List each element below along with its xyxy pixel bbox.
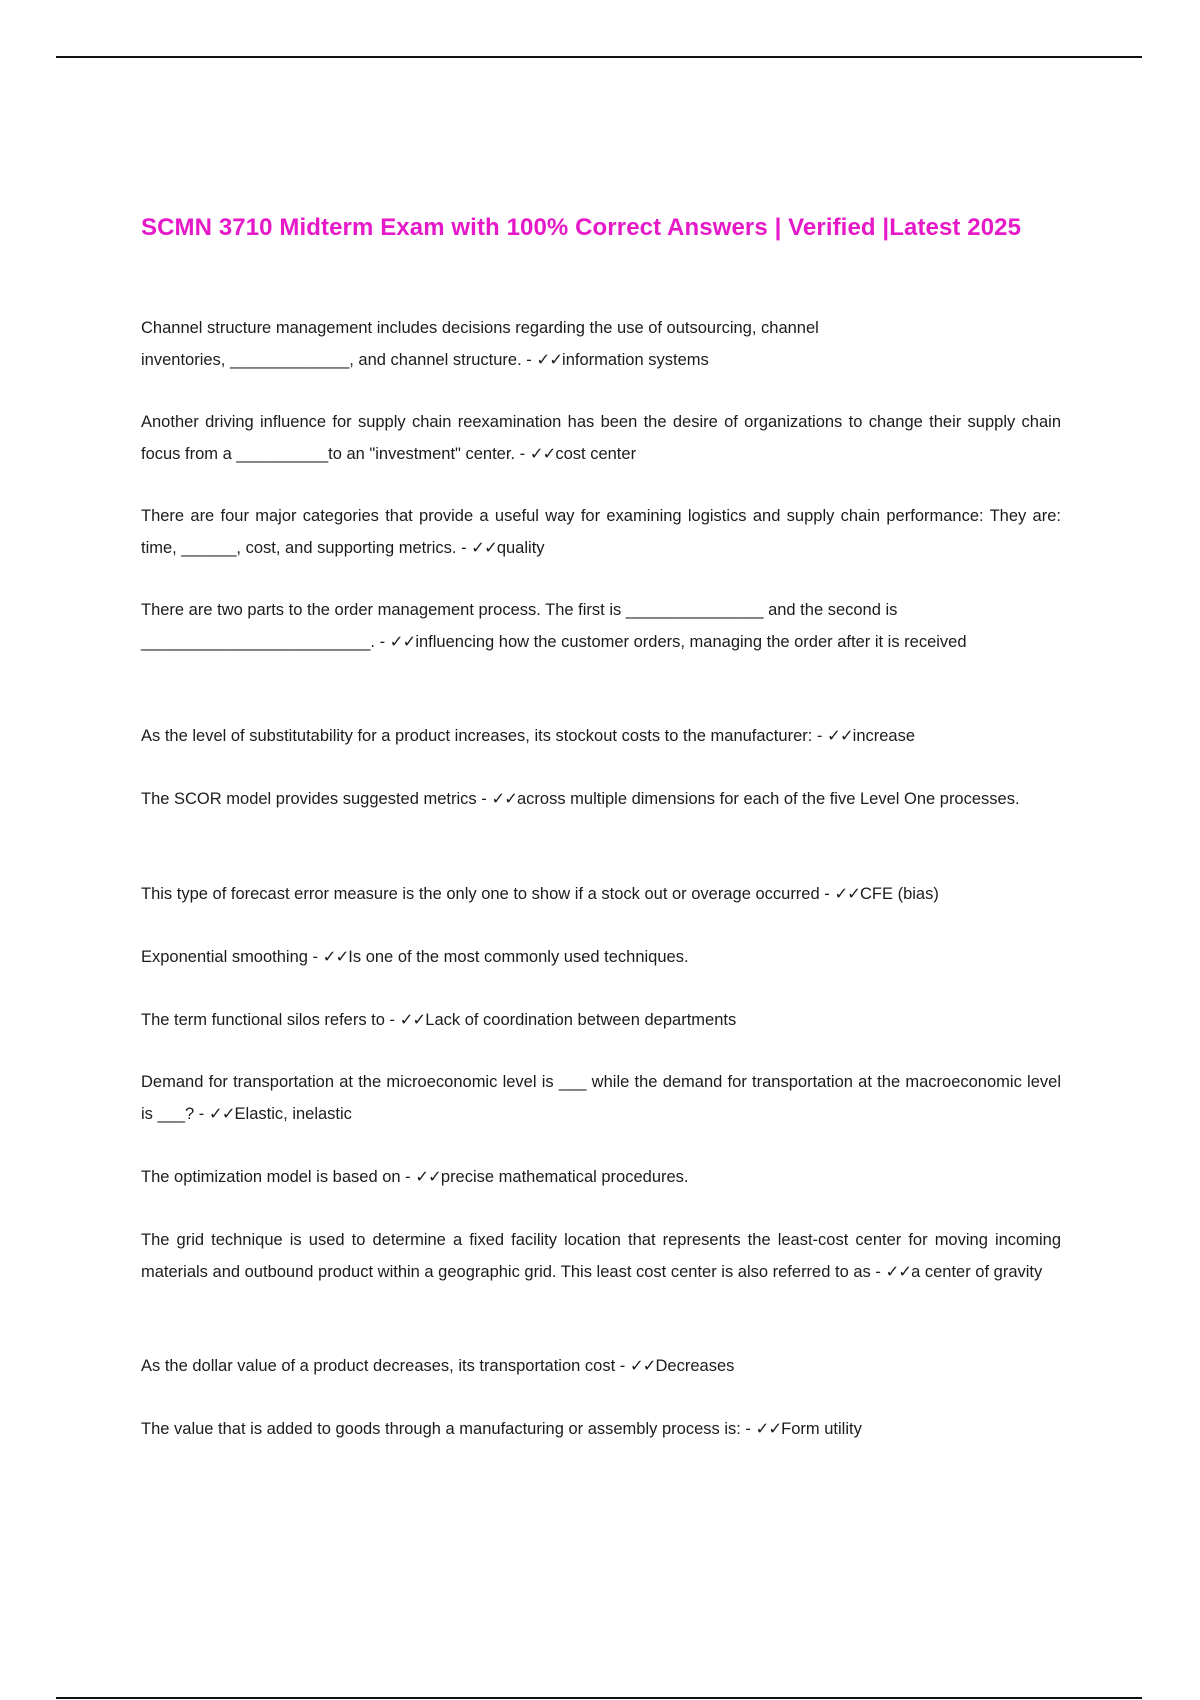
qa-item-12 bbox=[141, 1224, 1061, 1288]
double-check-icon: ✓✓ bbox=[399, 1010, 426, 1029]
qa-item-4 bbox=[141, 594, 1061, 658]
qa-item-11 bbox=[141, 1161, 1061, 1193]
answer-text: Is one of the most commonly used techniques. bbox=[348, 948, 689, 966]
double-check-icon: ✓✓ bbox=[322, 947, 349, 966]
question-text: Channel structure management includes decisions regarding the use of outsourcing, channel inventories, _____________, and channel structure. - bbox=[141, 319, 819, 369]
double-check-icon: ✓✓ bbox=[536, 350, 563, 369]
qa-item-7 bbox=[141, 878, 1061, 910]
answer-text: increase bbox=[852, 727, 916, 745]
bottom-rule bbox=[56, 1697, 1142, 1699]
qa-item-5 bbox=[141, 720, 1061, 752]
answer-text: Decreases bbox=[655, 1357, 735, 1375]
answer-text: Elastic, inelastic bbox=[234, 1105, 352, 1123]
qa-item-8 bbox=[141, 941, 1061, 973]
answer-text: Lack of coordination between departments bbox=[425, 1011, 737, 1029]
double-check-icon: ✓✓ bbox=[389, 632, 416, 651]
double-check-icon: ✓✓ bbox=[471, 538, 497, 557]
double-check-icon: ✓✓ bbox=[755, 1419, 782, 1438]
qa-item-14 bbox=[141, 1413, 1061, 1445]
answer-text: a center of gravity bbox=[911, 1263, 1043, 1281]
answer-text: across multiple dimensions for each of the five Level One processes. bbox=[516, 790, 1020, 808]
answer-text: Form utility bbox=[781, 1420, 862, 1438]
double-check-icon: ✓✓ bbox=[415, 1167, 441, 1186]
question-text: Another driving influence for supply chain reexamination has been the desire of organizations to change their supply chain focus from a __________to an "investment" center. - bbox=[141, 413, 1061, 463]
question-text: Demand for transportation at the microeconomic level is ___ while the demand for transportation at the macroeconomic level is ___? - bbox=[141, 1073, 1061, 1123]
answer-text: CFE (bias) bbox=[860, 885, 939, 903]
question-text: There are two parts to the order management process. The first is _______________ and the second is _________________________. - bbox=[141, 601, 898, 651]
double-check-icon: ✓✓ bbox=[834, 884, 860, 903]
question-text: The SCOR model provides suggested metrics - bbox=[141, 790, 487, 808]
question-text: The term functional silos refers to - bbox=[141, 1011, 396, 1029]
answer-text: information systems bbox=[562, 351, 709, 369]
question-text: Exponential smoothing - bbox=[141, 948, 319, 966]
qa-item-13 bbox=[141, 1350, 1061, 1382]
question-text: The grid technique is used to determine a fixed facility location that represents the least-cost center for moving incoming materials and outbound product within a geographic grid. This least cost center is also referred to as - bbox=[141, 1231, 1061, 1281]
page-title: SCMN 3710 Midterm Exam with 100% Correct Answers | Verified |Latest 2025 bbox=[141, 214, 1022, 241]
question-text: There are four major categories that provide a useful way for examining logistics and supply chain performance: They are: time, ______, cost, and supporting metrics. - bbox=[141, 507, 1061, 557]
qa-item-3 bbox=[141, 500, 1061, 564]
question-text: As the level of substitutability for a product increases, its stockout costs to the manufacturer: - bbox=[141, 727, 823, 745]
question-text: The value that is added to goods through a manufacturing or assembly process is: - bbox=[141, 1420, 751, 1438]
double-check-icon: ✓✓ bbox=[529, 444, 556, 463]
double-check-icon: ✓✓ bbox=[827, 726, 853, 745]
double-check-icon: ✓✓ bbox=[491, 789, 517, 808]
double-check-icon: ✓✓ bbox=[885, 1262, 912, 1281]
question-text: The optimization model is based on - bbox=[141, 1168, 411, 1186]
question-text: As the dollar value of a product decreases, its transportation cost - bbox=[141, 1357, 626, 1375]
qa-item-2 bbox=[141, 406, 1061, 470]
double-check-icon: ✓✓ bbox=[208, 1104, 235, 1123]
qa-item-1 bbox=[141, 312, 901, 376]
qa-item-9 bbox=[141, 1004, 1061, 1036]
question-text: This type of forecast error measure is the only one to show if a stock out or overage occurred - bbox=[141, 885, 830, 903]
answer-text: quality bbox=[496, 539, 545, 557]
answer-text: influencing how the customer orders, managing the order after it is received bbox=[415, 633, 967, 651]
top-rule bbox=[56, 56, 1142, 58]
answer-text: cost center bbox=[555, 445, 637, 463]
qa-item-10 bbox=[141, 1066, 1061, 1130]
qa-item-6 bbox=[141, 783, 1061, 815]
double-check-icon: ✓✓ bbox=[629, 1356, 656, 1375]
answer-text: precise mathematical procedures. bbox=[440, 1168, 689, 1186]
